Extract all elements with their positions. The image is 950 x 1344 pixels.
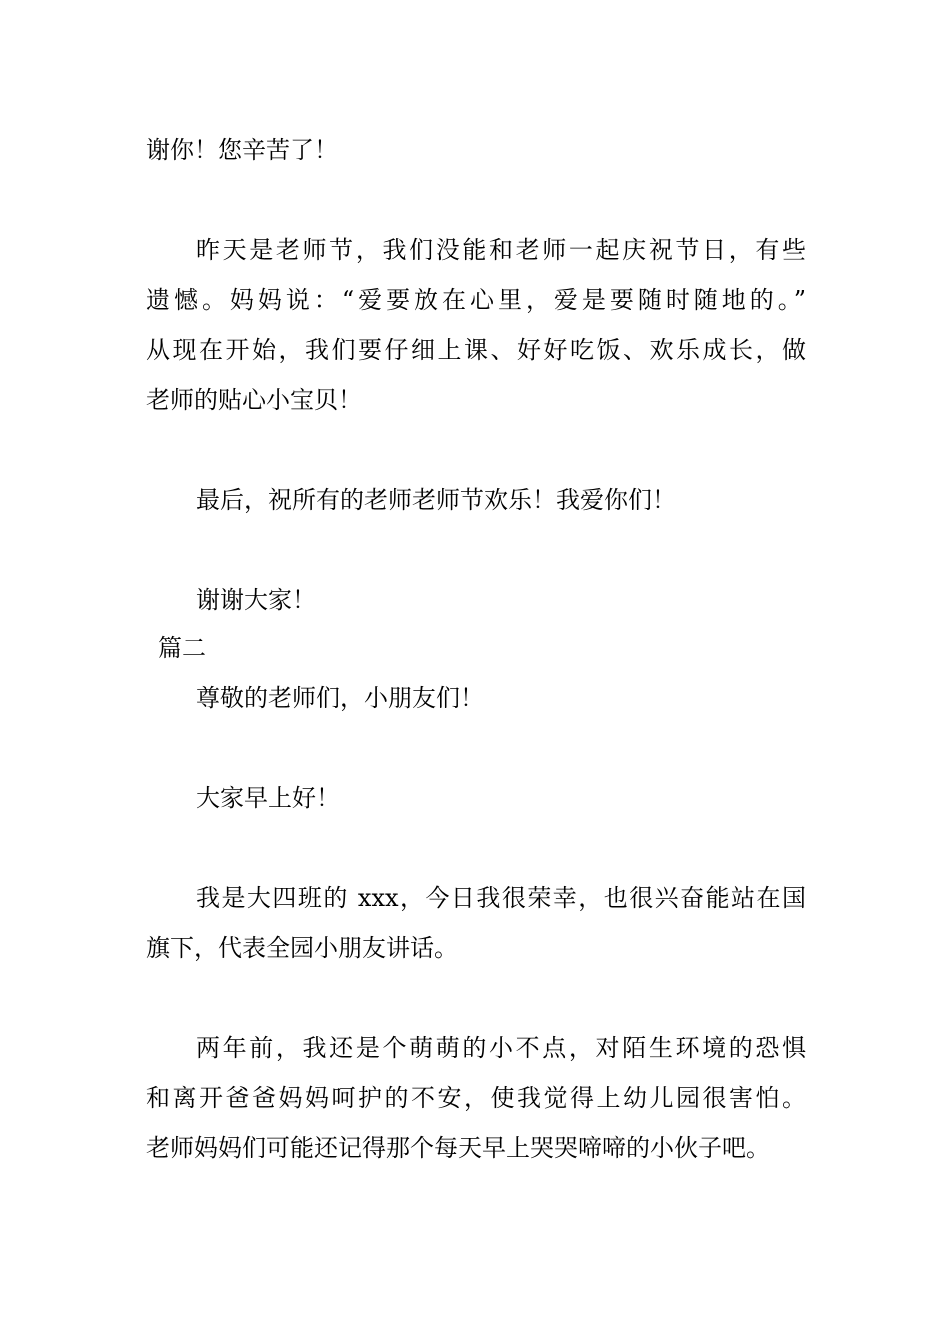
text-line: 昨天是老师节，我们没能和老师一起庆祝节日，有些: [196, 236, 806, 264]
text-line: 谢谢大家！: [196, 586, 316, 614]
text-line: 旗下，代表全园小朋友讲话。: [146, 934, 458, 962]
section-heading: 篇二: [158, 634, 206, 662]
text-line: 和离开爸爸妈妈呵护的不安，使我觉得上幼儿园很害怕。: [146, 1084, 806, 1112]
text-line: 从现在开始，我们要仔细上课、好好吃饭、欢乐成长，做: [146, 336, 806, 364]
text-line: 最后，祝所有的老师老师节欢乐！我爱你们！: [196, 486, 676, 514]
text-line: 两年前，我还是个萌萌的小不点，对陌生环境的恐惧: [196, 1034, 806, 1062]
text-line: 遗憾。妈妈说：“爱要放在心里，爱是要随时随地的。”: [146, 286, 806, 314]
text-line: 老师的贴心小宝贝！: [146, 386, 362, 414]
text-line: 我是大四班的 xxx，今日我很荣幸，也很兴奋能站在国: [196, 884, 806, 912]
text-line: 谢你！您辛苦了！: [146, 136, 338, 164]
text-line: 大家早上好！: [196, 784, 340, 812]
text-line: 尊敬的老师们，小朋友们！: [196, 684, 484, 712]
text-line: 老师妈妈们可能还记得那个每天早上哭哭啼啼的小伙子吧。: [146, 1134, 770, 1162]
